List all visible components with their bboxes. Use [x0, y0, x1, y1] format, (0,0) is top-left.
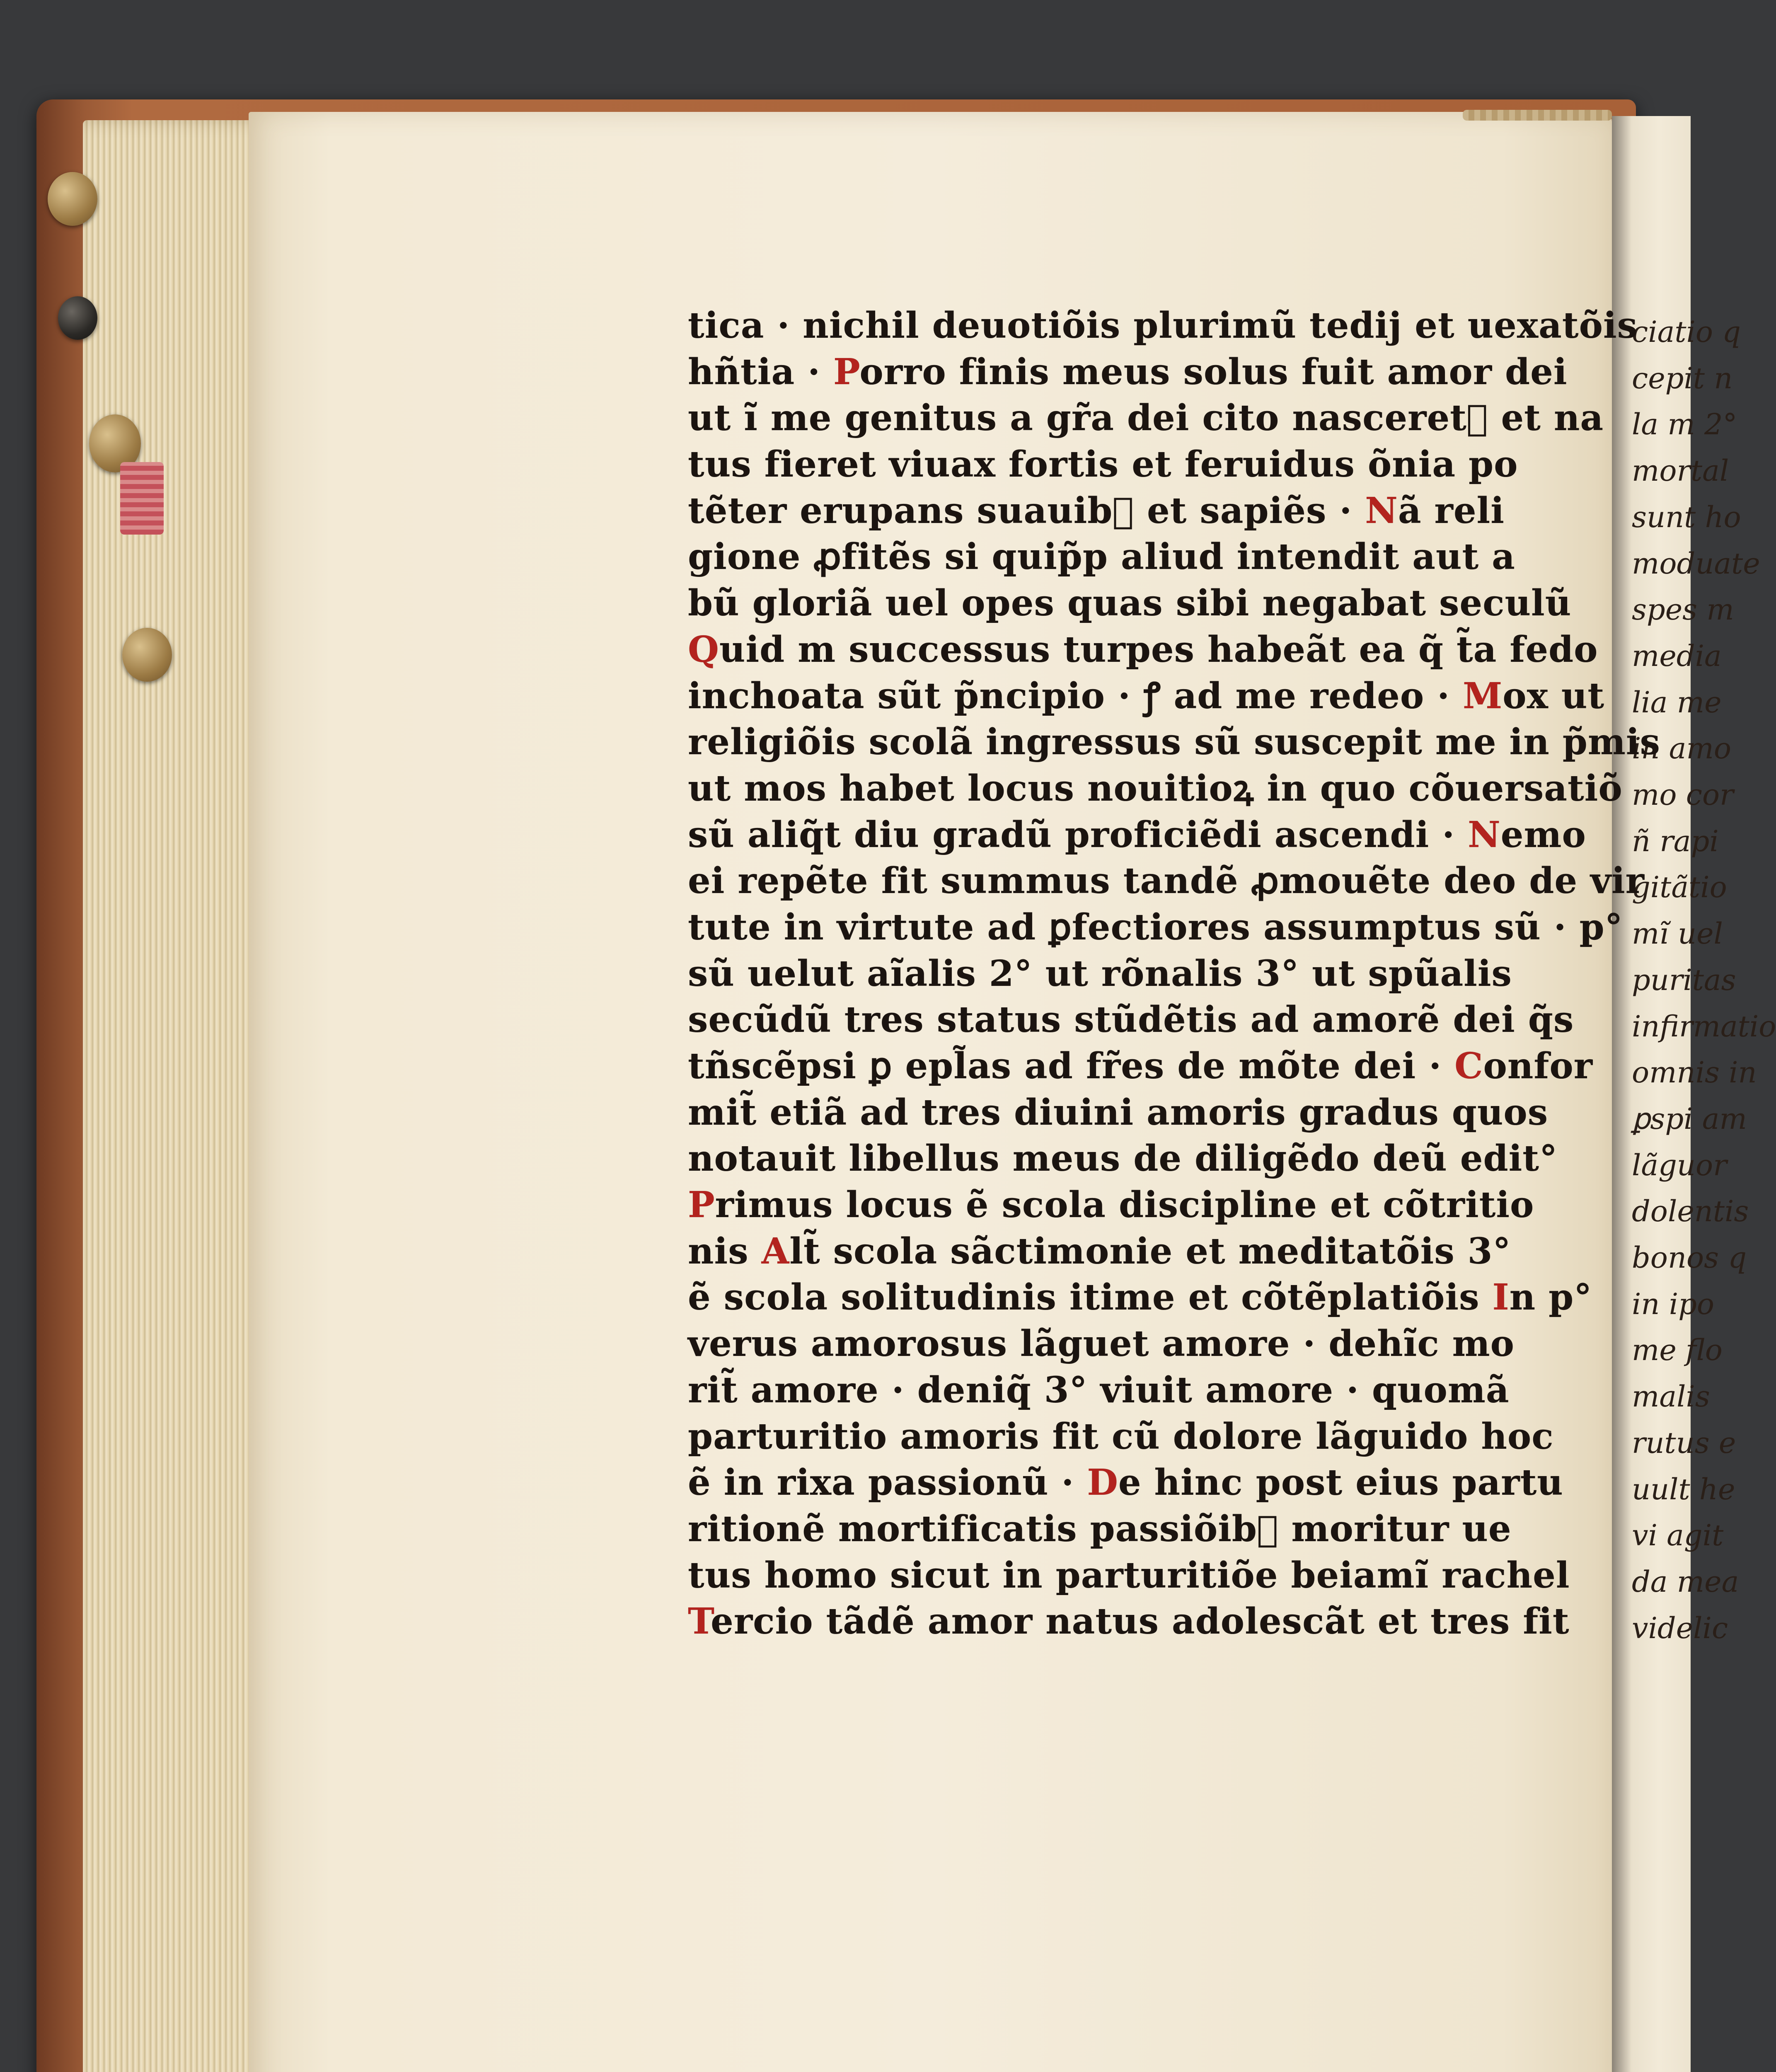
facing-page-fragment: bonos q — [1632, 1241, 1747, 1275]
facing-page-fragment: rutus e — [1632, 1426, 1736, 1460]
facing-page-fragment: infirmatio — [1632, 1009, 1776, 1043]
line-text: ẽ scola solitudinis itime et cõtẽplatiõis — [688, 1276, 1493, 1319]
manuscript-line — [688, 719, 1660, 765]
line-text: verus amorosus lãguet amore · dehĩc mo — [688, 1323, 1515, 1365]
rubric-inline-initial: N — [1365, 489, 1398, 532]
facing-page-fragment: gitãtio — [1632, 870, 1727, 905]
rubric-inline-initial: C — [1454, 1045, 1483, 1087]
manuscript-line — [688, 1135, 1558, 1182]
facing-page-fragment: media — [1632, 639, 1722, 673]
line-text: tẽter erupans suauib᷑ et sapiẽs · — [688, 489, 1365, 532]
facing-page-fragment: sunt ho — [1632, 500, 1741, 534]
line-text: ei repẽte fit summus tandẽ ꝓmouẽte deo de vir — [688, 860, 1645, 902]
manuscript-line — [688, 1089, 1550, 1136]
manuscript-line — [688, 1506, 1550, 1552]
line-text: rit̃ amore · deniq̃ 3° viuit amore · quomã — [688, 1369, 1510, 1411]
line-text: tute in virtute ad ꝑfectiores assumptus sũ · p° — [688, 906, 1623, 948]
facing-page-fragment: videlic — [1632, 1611, 1728, 1645]
line-text: rimus locus ẽ scola discipline et cõtritio — [715, 1184, 1534, 1226]
line-text: ut ĩ me genitus a gr̃a dei cito nasceret᷑ et na — [688, 397, 1604, 439]
manuscript-line — [688, 1182, 1550, 1228]
line-text: mit̃ etiã ad tres diuini amoris gradus quos — [688, 1091, 1549, 1133]
line-text: ritionẽ mortificatis passiõib᷒ moritur ue — [688, 1508, 1512, 1550]
line-text: secũdũ tres status stũdẽtis ad amorẽ dei q̃s — [688, 999, 1574, 1041]
facing-page-fragment: lia me — [1632, 685, 1722, 719]
facing-page-fragment: in ipo — [1632, 1287, 1715, 1321]
manuscript-line — [688, 765, 1623, 812]
line-text-rest: orro finis meus solus fuit amor dei — [859, 351, 1568, 393]
line-text: notauit libellus meus de diligẽdo deũ edit° — [688, 1138, 1558, 1180]
facing-page-fragment: ñ rapi — [1632, 824, 1719, 858]
manuscript-line — [688, 349, 1568, 395]
line-text-rest: onfor — [1483, 1045, 1593, 1087]
line-text: sũ aliq̃t diu gradũ proficiẽdi ascendi · — [688, 813, 1468, 856]
rubric-inline-initial: A — [761, 1230, 790, 1272]
line-text: ercio tãdẽ amor natus adolescãt et tres fit — [711, 1600, 1570, 1643]
manuscript-line — [688, 303, 1638, 349]
line-text: religiõis scolã ingressus sũ suscepit me in p̃mis — [688, 721, 1660, 763]
manuscript-line — [688, 812, 1586, 858]
line-text: sũ uelut aĩalis 2° ut rõnalis 3° ut spũalis — [688, 952, 1512, 995]
manuscript-line — [688, 1321, 1550, 1367]
facing-page-fragment: malis — [1632, 1380, 1710, 1414]
facing-page-fragment: ꝑspi am — [1632, 1101, 1747, 1136]
line-text: parturitio amoris fit cũ dolore lãguido hoc — [688, 1415, 1554, 1457]
line-text: ẽ in rixa passionũ · — [688, 1462, 1087, 1504]
rubric-initial: Q — [688, 628, 719, 670]
line-text-rest: ã reli — [1398, 489, 1505, 532]
line-text: ut mos habet locus nouitioꝝ in quo cõuersatiõ — [688, 767, 1623, 809]
facing-page-fragment: mĩ uel — [1632, 917, 1723, 951]
line-text: hñtia · — [688, 351, 833, 393]
line-text: tus fieret viuax fortis et feruidus õnia po — [688, 443, 1518, 486]
line-text-rest: n p° — [1509, 1276, 1592, 1319]
line-text: inchoata sũt p̃ncipio · ꝭ ad me redeo · — [688, 675, 1463, 717]
manuscript-line — [688, 1367, 1550, 1414]
manuscript-line — [688, 580, 1572, 627]
manuscript-text-block — [688, 303, 1660, 1645]
manuscript-line — [688, 1552, 1570, 1599]
facing-page-recto — [1612, 116, 1776, 2072]
manuscript-line — [688, 1414, 1554, 1460]
rubric-inline-initial: I — [1492, 1276, 1510, 1319]
facing-page-fragment: omnis in — [1632, 1055, 1757, 1090]
facing-page-fragment: me flo — [1632, 1333, 1723, 1368]
manuscript-line — [688, 534, 1550, 580]
manuscript-line — [688, 951, 1550, 997]
facing-page-fragment: la m 2° — [1632, 407, 1737, 442]
manuscript-line — [688, 1460, 1563, 1506]
line-text: tica · nichil deuotiõis plurimũ tedij et uexatõis — [688, 305, 1638, 346]
manuscript-line — [688, 673, 1605, 719]
facing-page-fragment: da mea — [1632, 1564, 1739, 1599]
rubric-initial: T — [688, 1600, 711, 1643]
facing-page-fragment: moduate — [1632, 546, 1760, 581]
rubric-initial: P — [688, 1184, 715, 1226]
manuscript-line — [688, 395, 1604, 441]
facing-page-fragment: mortal — [1632, 454, 1729, 488]
facing-page-fragment: mo cor — [1632, 778, 1734, 812]
facing-page-fragment: spes m — [1632, 593, 1734, 627]
line-text: nis — [688, 1230, 762, 1272]
line-text: bũ gloriã uel opes quas sibi negabat seculũ — [688, 582, 1572, 625]
line-text: gione ꝓfitẽs si quip̃p aliud intendit aut a — [688, 536, 1515, 578]
facing-page-fragment: dolentis — [1632, 1194, 1749, 1229]
line-text-rest: ox ut — [1503, 675, 1605, 717]
line-text-rest: emo — [1500, 813, 1586, 856]
facing-page-fragment: uult he — [1632, 1472, 1735, 1506]
manuscript-line — [688, 1043, 1593, 1089]
facing-page-fragment: vi agit — [1632, 1518, 1724, 1553]
rubric-inline-initial: M — [1463, 675, 1503, 717]
facing-page-fragment: lãguor — [1632, 1148, 1727, 1182]
facing-page-fragment: cepit n — [1632, 361, 1733, 395]
manuscript-line — [688, 858, 1645, 904]
facing-page-fragment: in amo — [1632, 731, 1731, 766]
line-text-rest: lt̃ scola sãctimonie et meditatõis 3° — [789, 1230, 1511, 1272]
manuscript-line — [688, 441, 1550, 488]
manuscript-line — [688, 997, 1574, 1043]
facing-page-fragment: ciatio q — [1632, 315, 1741, 349]
page-tab-knot-dark[interactable] — [58, 296, 97, 340]
binding-thread-top — [1463, 110, 1612, 121]
rubric-inline-initial: N — [1468, 813, 1501, 856]
page-tab-knot-1[interactable] — [48, 172, 97, 226]
manuscript-line — [688, 1228, 1550, 1275]
rubric-inline-initial: D — [1087, 1462, 1118, 1504]
manuscript-line — [688, 627, 1598, 673]
manuscript-line — [688, 904, 1623, 951]
manuscript-line — [688, 1598, 1570, 1645]
line-text-rest: e hinc post eius partu — [1118, 1462, 1563, 1504]
manuscript-line — [688, 488, 1550, 534]
page-tab-red-marker[interactable] — [120, 462, 164, 535]
line-text: uid m successus turpes habeãt ea q̃ t̃a fedo — [719, 628, 1598, 670]
line-text: tñscẽpsi ꝑ epl̃as ad fr̃es de mõte dei · — [688, 1045, 1455, 1087]
manuscript-line — [688, 1274, 1592, 1321]
facing-page-fragment: puritas — [1632, 963, 1736, 997]
rubric-inline-initial: P — [833, 351, 860, 393]
line-text: tus homo sicut in parturitiõe beiamĩ rachel — [688, 1554, 1570, 1596]
page-tab-knot-3[interactable] — [122, 628, 172, 682]
